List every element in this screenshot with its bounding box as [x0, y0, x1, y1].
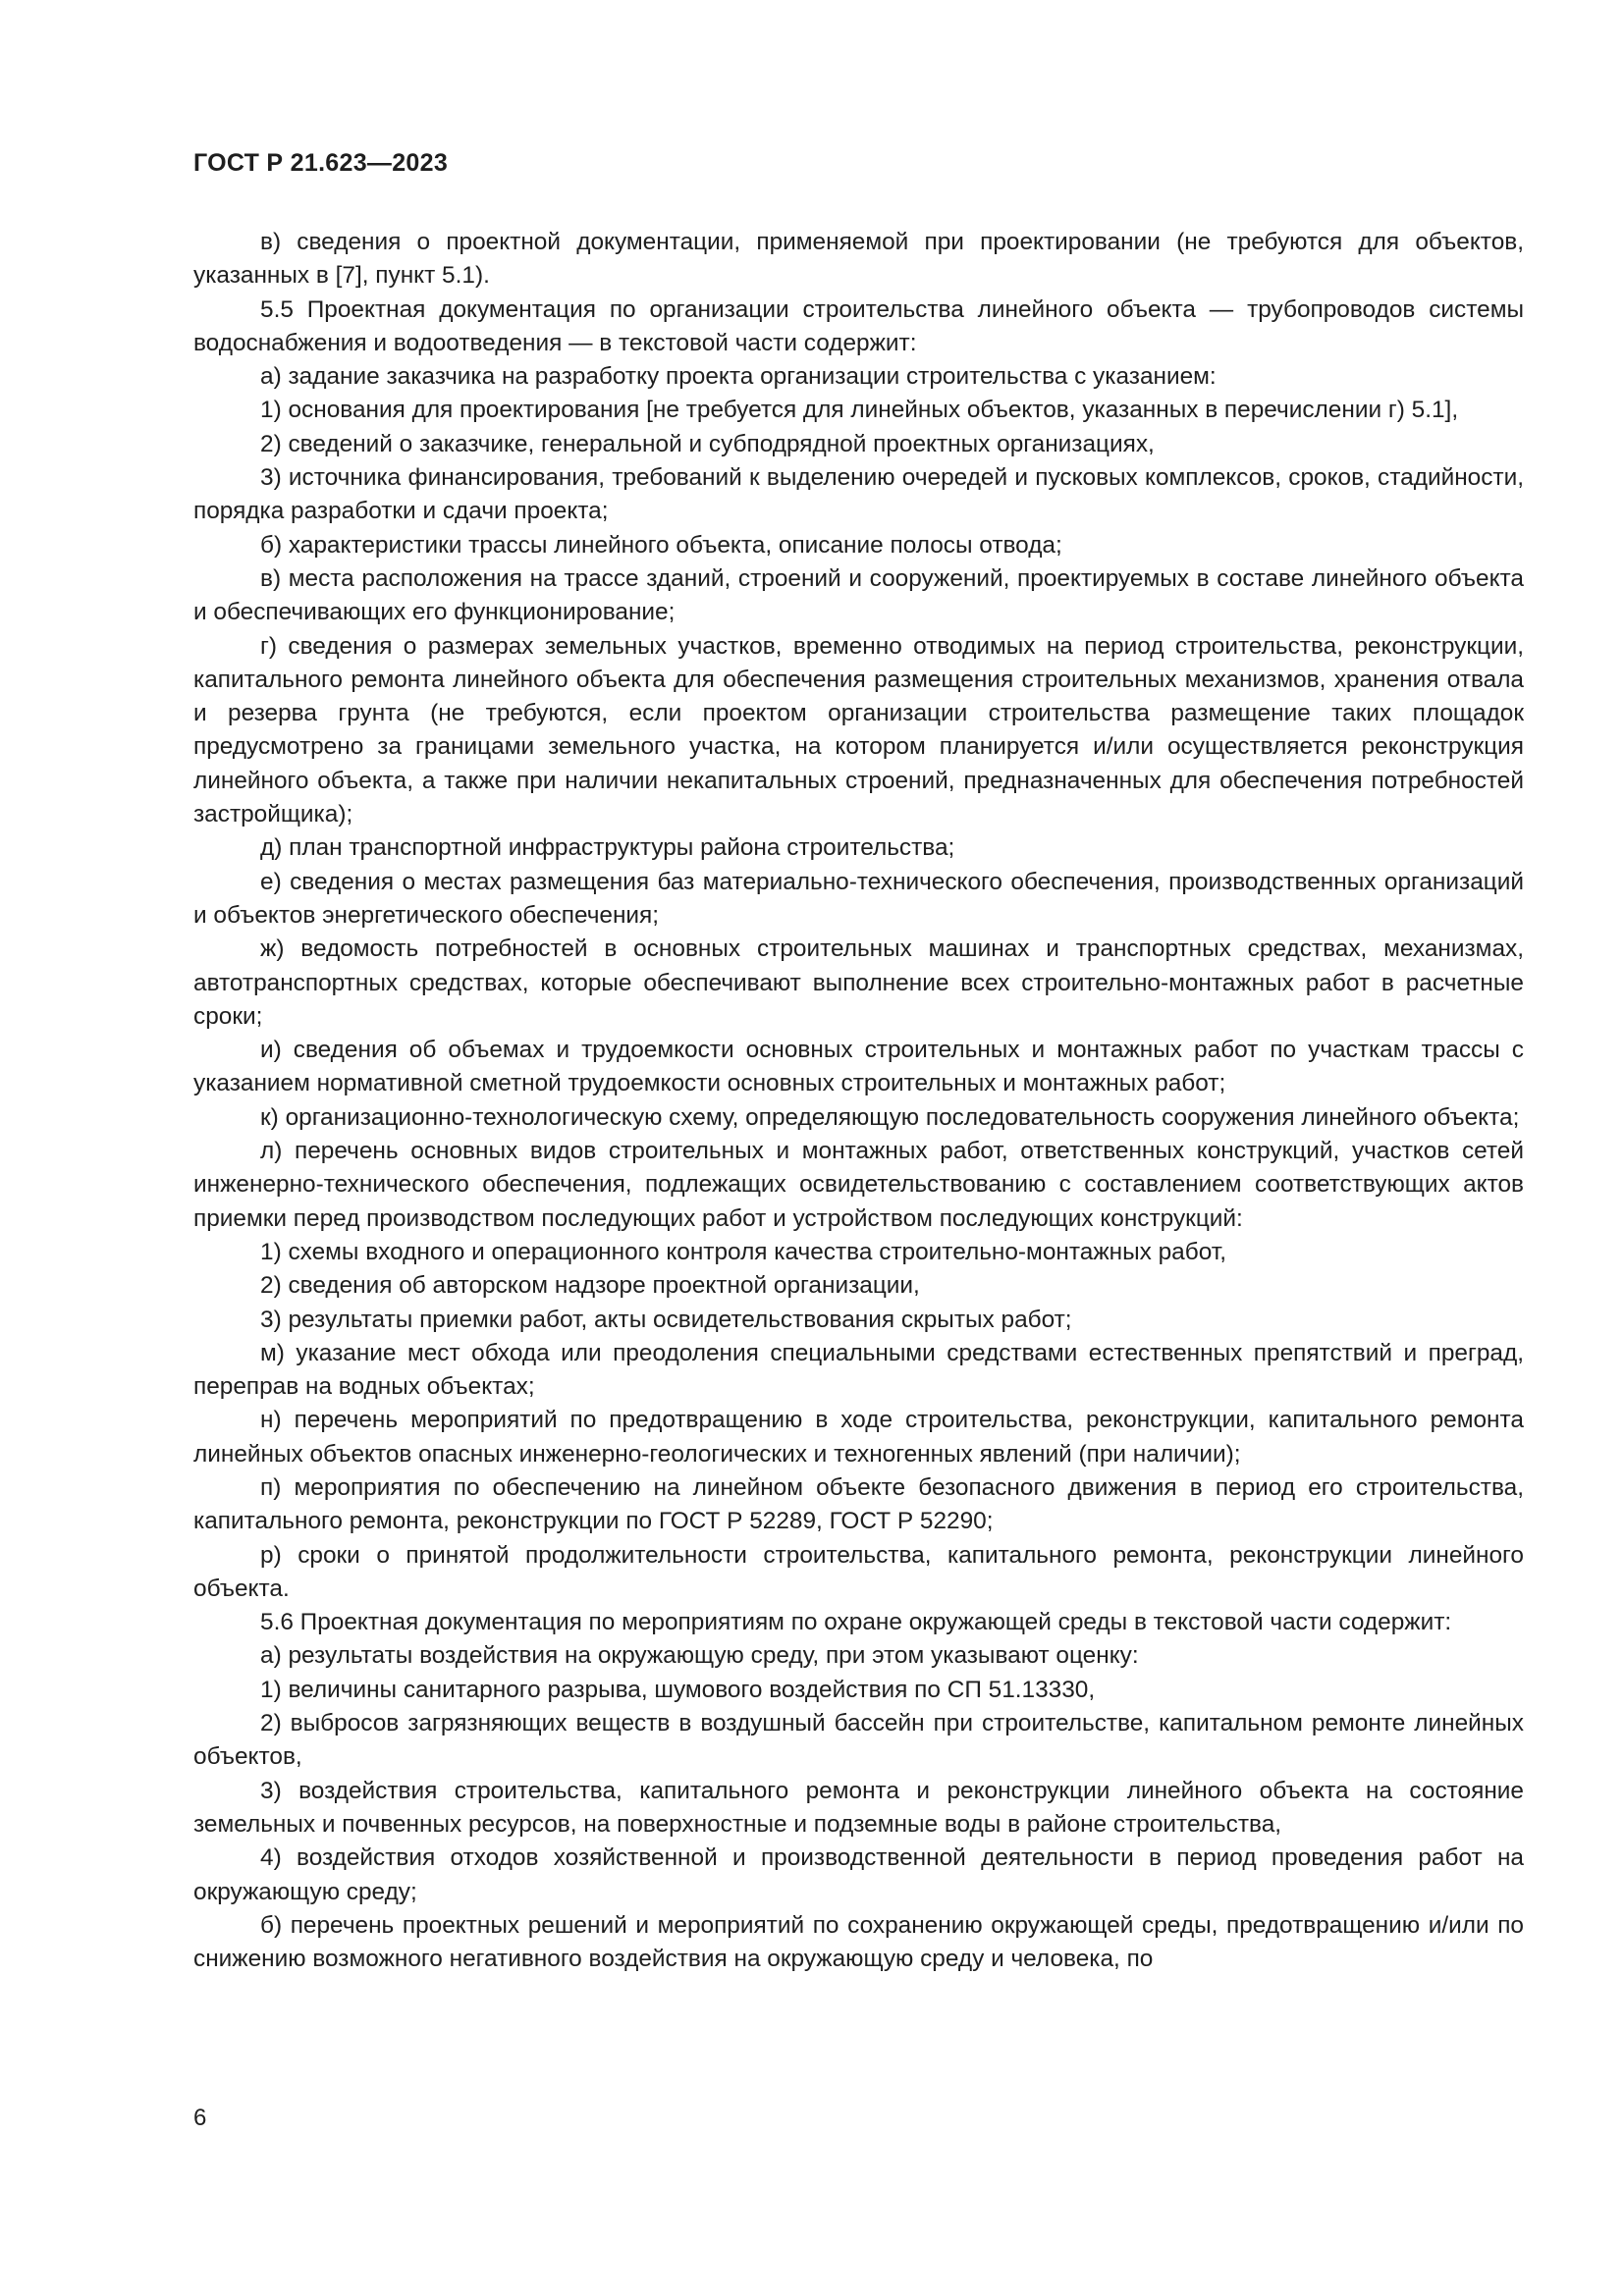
document-header: ГОСТ Р 21.623—2023 [193, 149, 449, 177]
paragraph: 3) воздействия строительства, капитального ремонта и реконструкции линейного объекта на состояние земельных и почвенных ресурсов, на поверхностные и подземные воды в районе строительства, [193, 1777, 1524, 1838]
paragraph: ж) ведомость потребностей в основных строительных машинах и транспортных средствах, механизмах, автотранспортных средствах, которые обеспечивают выполнение всех строительно-монтажных работ в расчетные сроки; [193, 935, 1524, 1030]
paragraph: и) сведения об объемах и трудоемкости основных строительных и монтажных работ по участкам трассы с указанием нормативной сметной трудоемкости основных строительных и монтажных работ; [193, 1037, 1524, 1097]
paragraph: 5.5 Проектная документация по организации строительства линейного объекта — трубопроводов системы водоснабжения и водоотведения — в текстовой части содержит: [193, 295, 1524, 356]
paragraph: 2) сведения об авторском надзоре проектной организации, [260, 1272, 920, 1300]
paragraph: н) перечень мероприятий по предотвращению в ходе строительства, реконструкции, капитального ремонта линейных объектов опасных инженерно-геологических и техногенных явлений (при наличии); [193, 1407, 1524, 1468]
paragraph: в) места расположения на трассе зданий, строений и сооружений, проектируемых в составе линейного объекта и обеспечивающих его функционирование; [193, 564, 1524, 626]
document-body [193, 226, 1524, 1976]
paragraph: 4) воздействия отходов хозяйственной и производственной деятельности в период проведения работ на окружающую среду; [193, 1844, 1524, 1905]
page-number: 6 [193, 2105, 207, 2131]
paragraph: 1) основания для проектирования [не требуется для линейных объектов, указанных в перечислении г) 5.1], [260, 397, 1459, 424]
paragraph: 3) источника финансирования, требований к выделению очередей и пусковых комплексов, сроков, стадийности, порядка разработки и сдачи проекта; [193, 464, 1524, 525]
paragraph: п) мероприятия по обеспечению на линейном объекте безопасного движения в период его строительства, капитального ремонта, реконструкции по ГОСТ Р 52289, ГОСТ Р 52290; [193, 1473, 1524, 1535]
paragraph: м) указание мест обхода или преодоления специальными средствами естественных препятствий и преград, переправ на водных объектах; [193, 1339, 1524, 1401]
paragraph: а) задание заказчика на разработку проекта организации строительства с указанием: [260, 363, 1217, 391]
paragraph: г) сведения о размерах земельных участков, временно отводимых на период строительства, реконструкции, капитального ремонта линейного объекта для обеспечения размещения строительных механизмов, хранения отвала и резерва грунта (не требуются, если проектом организации строительства размещение таких площадок предусмотрено за границами земельного участка, на котором планируется и/или осуществляется реконструкция линейного объекта, а также при наличии некапитальных строений, предназначенных для обеспечения потребностей застройщика); [193, 632, 1524, 828]
paragraph: а) результаты воздействия на окружающую среду, при этом указывают оценку: [260, 1642, 1139, 1670]
paragraph: 3) результаты приемки работ, акты освидетельствования скрытых работ; [260, 1306, 1072, 1333]
paragraph: 1) схемы входного и операционного контроля качества строительно-монтажных работ, [260, 1238, 1226, 1265]
paragraph: л) перечень основных видов строительных и монтажных работ, ответственных конструкций, участков сетей инженерно-технического обеспечения, подлежащих освидетельствованию с составлением соответствующих актов приемки перед производством последующих работ и устройством последующих конструкций: [193, 1138, 1524, 1232]
paragraph: к) организационно-технологическую схему, определяющую последовательность сооружения линейного объекта; [260, 1103, 1520, 1131]
paragraph: е) сведения о местах размещения баз материально-технического обеспечения, производственных организаций и объектов энергетического обеспечения; [193, 868, 1524, 929]
paragraph: д) план транспортной инфраструктуры района строительства; [260, 834, 955, 862]
paragraph: б) характеристики трассы линейного объекта, описание полосы отвода; [260, 531, 1062, 559]
paragraph: 2) сведений о заказчике, генеральной и субподрядной проектных организациях, [260, 430, 1155, 457]
paragraph: 2) выбросов загрязняющих веществ в воздушный бассейн при строительстве, капитальном ремонте линейных объектов, [193, 1710, 1524, 1771]
paragraph: 1) величины санитарного разрыва, шумового воздействия по СП 51.13330, [260, 1676, 1096, 1703]
paragraph: в) сведения о проектной документации, применяемой при проектировании (не требуются для объектов, указанных в [7], пункт 5.1). [193, 229, 1524, 290]
paragraph: р) сроки о принятой продолжительности строительства, капитального ремонта, реконструкции линейного объекта. [193, 1541, 1524, 1602]
paragraph: б) перечень проектных решений и мероприятий по сохранению окружающей среды, предотвращению и/или по снижению возможного негативного воздействия на окружающую среду и человека, по [193, 1911, 1524, 1973]
paragraph: 5.6 Проектная документация по мероприятиям по охране окружающей среды в текстовой части содержит: [260, 1609, 1452, 1636]
